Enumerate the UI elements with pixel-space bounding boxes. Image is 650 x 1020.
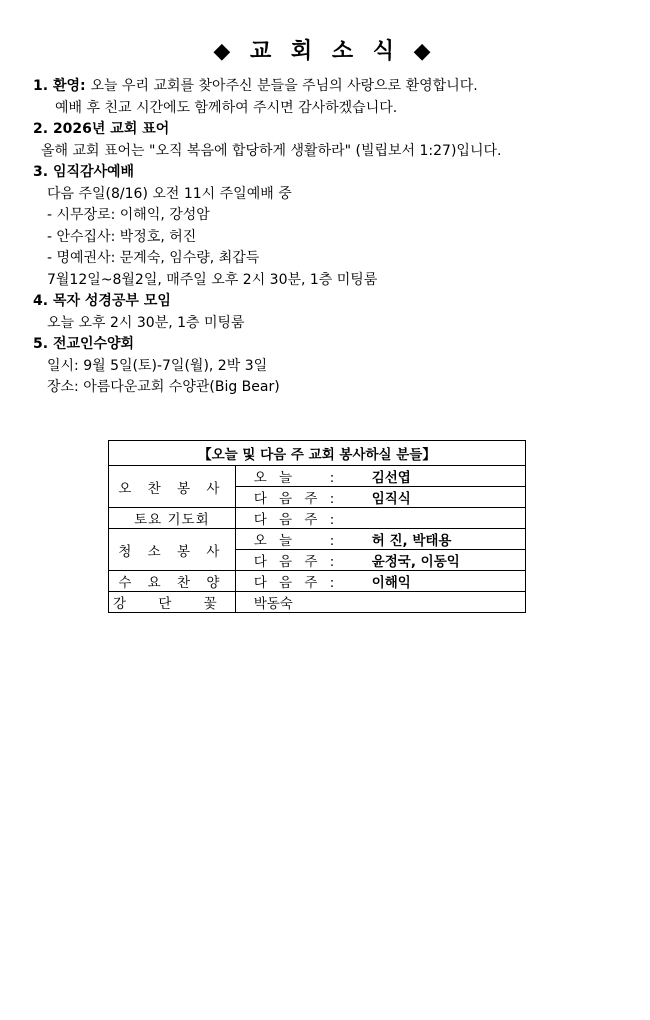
section-5-heading: [33, 334, 633, 356]
section-4-line-1: 오늘 오후 2시 30분, 1층 미팅룸: [47, 314, 245, 331]
period-label: 오 늘: [253, 470, 297, 486]
category-pulpit-flowers: 강 단 꽃: [109, 592, 236, 613]
section-1-heading: [33, 76, 633, 98]
section-3-line-5: 7월12일~8월2일, 매주일 오후 2시 30분, 1층 미팅룸: [47, 271, 378, 288]
section-2-heading: [33, 119, 633, 141]
colon: :: [329, 470, 335, 486]
section-3-heading: [33, 162, 633, 184]
service-cell: [235, 571, 525, 592]
service-cell: [235, 487, 525, 508]
section-4-title: 목자 성경공부 모임: [52, 293, 171, 309]
colon: :: [329, 533, 335, 549]
server-names: 김선엽: [371, 470, 411, 486]
period-label: 다 음 주: [253, 512, 322, 528]
section-4-heading: [33, 291, 633, 313]
section-2-title: 2026년 교회 표어: [52, 121, 170, 137]
category-wednesday-praise: 수 요 찬 양: [109, 571, 236, 592]
period-label: 다 음 주: [253, 554, 322, 570]
table-row: [109, 466, 526, 487]
table-row: [109, 508, 526, 529]
service-cell: [235, 466, 525, 487]
table-row: [109, 529, 526, 550]
table-row: [109, 571, 526, 592]
category-saturday-prayer: 토요 기도회: [109, 508, 236, 529]
colon: :: [329, 491, 335, 507]
section-5-title: 전교인수양회: [52, 336, 135, 352]
server-names: 허 진, 박태용: [371, 533, 452, 549]
colon: :: [329, 575, 335, 591]
category-lunch-service: 오 찬 봉 사: [109, 466, 236, 508]
service-table: [108, 440, 526, 613]
announcements: [33, 76, 633, 399]
server-names: 윤정국, 이동익: [371, 554, 460, 570]
service-table-caption: 【오늘 및 다음 주 교회 봉사하실 분들】: [109, 441, 526, 466]
section-5-line-1: 일시: 9월 5일(토)-7일(월), 2박 3일: [47, 357, 268, 374]
section-4-number: 4.: [33, 293, 49, 309]
service-table-caption-row: [109, 441, 526, 466]
category-cleaning-service: 청 소 봉 사: [109, 529, 236, 571]
section-3-line-3: - 안수집사: 박정호, 허진: [47, 228, 197, 245]
section-1-line-2: 예배 후 친교 시간에도 함께하여 주시면 감사하겠습니다.: [55, 99, 398, 116]
page-title: ◆ 교 회 소 식 ◆: [213, 39, 437, 64]
server-names: 이해익: [371, 575, 411, 591]
table-row: [109, 592, 526, 613]
service-cell: [235, 529, 525, 550]
section-1-title: 환영:: [52, 78, 86, 94]
section-3-number: 3.: [33, 164, 49, 180]
service-cell: [235, 550, 525, 571]
period-label: 다 음 주: [253, 575, 322, 591]
section-5-line-2: 장소: 아름다운교회 수양관(Big Bear): [47, 379, 280, 395]
section-3-line-1: 다음 주일(8/16) 오전 11시 주일예배 중: [47, 185, 292, 202]
server-names: 임직식: [371, 491, 411, 507]
section-3-line-2: - 시무장로: 이해익, 강성암: [47, 207, 210, 223]
service-cell: [235, 508, 525, 529]
section-2-line-1: 올해 교회 표어는 "오직 복음에 합당하게 생활하라" (빌립보서 1:27)입니다.: [41, 142, 502, 159]
period-label: 오 늘: [253, 533, 297, 549]
section-3-line-4: - 명예권사: 문계숙, 임수량, 최갑득: [47, 250, 260, 266]
period-label: 다 음 주: [253, 491, 322, 507]
colon: :: [329, 512, 335, 528]
section-1-line-1: 오늘 우리 교회를 찾아주신 분들을 주님의 사랑으로 환영합니다.: [90, 78, 478, 94]
section-2-number: 2.: [33, 121, 49, 137]
colon: :: [329, 554, 335, 570]
section-5-number: 5.: [33, 336, 49, 352]
service-cell: 박동숙: [235, 592, 525, 613]
section-3-title: 임직감사예배: [52, 164, 135, 180]
section-1-number: 1.: [33, 78, 49, 94]
